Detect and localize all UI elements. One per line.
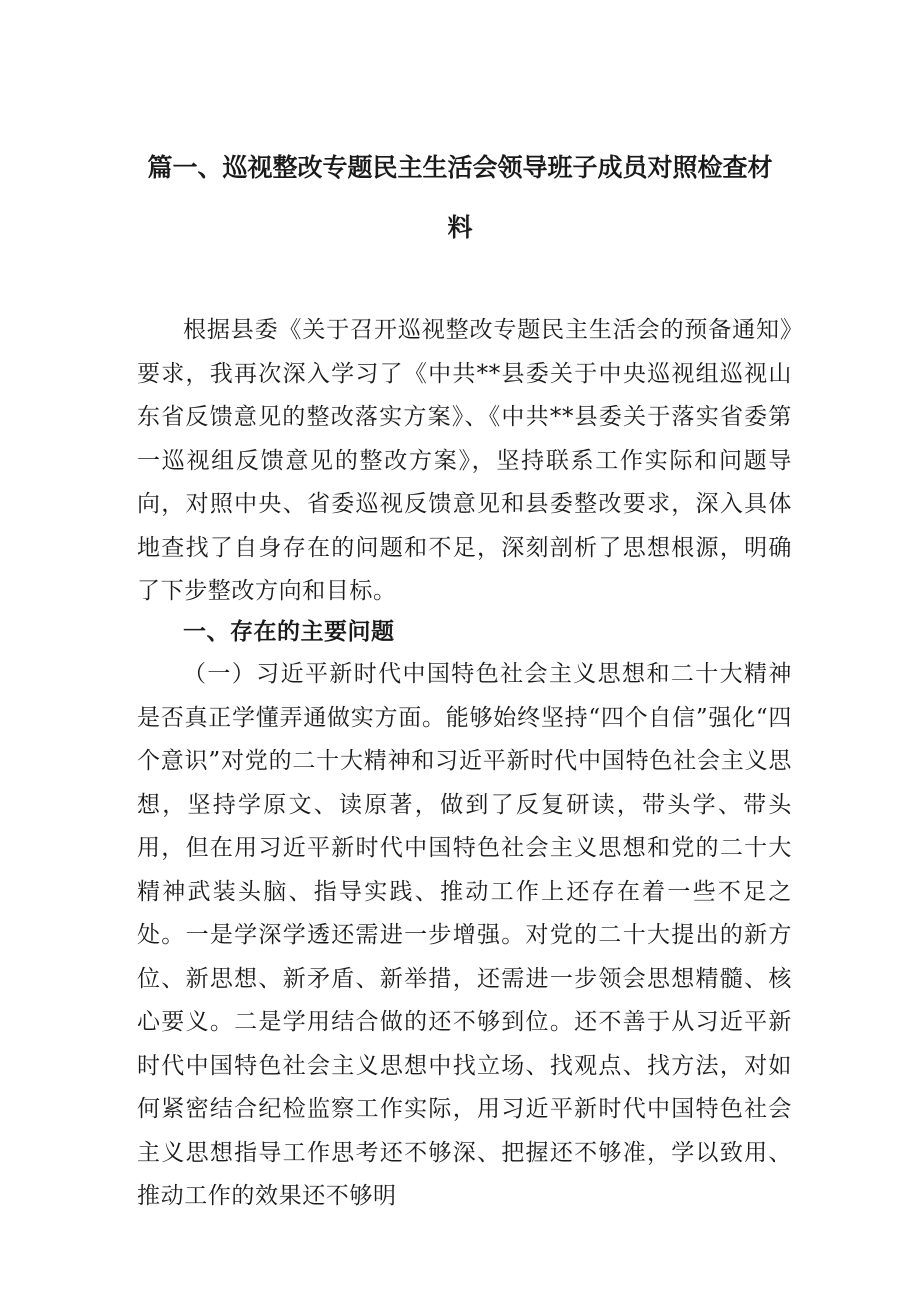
section-paragraph-block [137,653,792,1219]
section-paragraph: （一）习近平新时代中国特色社会主义思想和二十大精神是否真正学懂弄通做实方面。能够始终坚持“四个自信”强化“四个意识”对党的二十大精神和习近平新时代中国特色社会主义思想，坚持学原文、读原著，做到了反复研读，带头学、带头用，但在用习近平新时代中国特色社会主义思想和党的二十大精神武装头脑、指导实践、推动工作上还存在着一些不足之处。一是学深学透还需进一步增强。对党的二十大提出的新方位、新思想、新矛盾、新举措，还需进一步领会思想精髓、核心要义。二是学用结合做的还不够到位。还不善于从习近平新时代中国特色社会主义思想中找立场、找观点、找方法，对如何紧密结合纪检监察工作实际，用习近平新时代中国特色社会主义思想指导工作思考还不够深、把握还不够准，学以致用、推动工作的效果还不够明 [137,661,792,1209]
document-title-line-1: 篇一、巡视整改专题民主生活会领导班子成员对照检查材 [147,153,773,182]
document-title-line-2: 料 [447,213,473,242]
document-title [120,138,800,258]
section-heading: 一、存在的主要问题 [183,619,395,645]
intro-paragraph-block [137,309,792,614]
intro-paragraph: 根据县委《关于召开巡视整改专题民主生活会的预备通知》要求，我再次深入学习了《中共**县委关于中央巡视组巡视山东省反馈意见的整改落实方案》、《中共**县委关于落实省委第一巡视组反馈意见的整改方案》，坚持联系工作实际和问题导向，对照中央、省委巡视反馈意见和县委整改要求，深入具体地查找了自身存在的问题和不足，深刻剖析了思想根源，明确了下步整改方向和目标。 [137,317,792,604]
